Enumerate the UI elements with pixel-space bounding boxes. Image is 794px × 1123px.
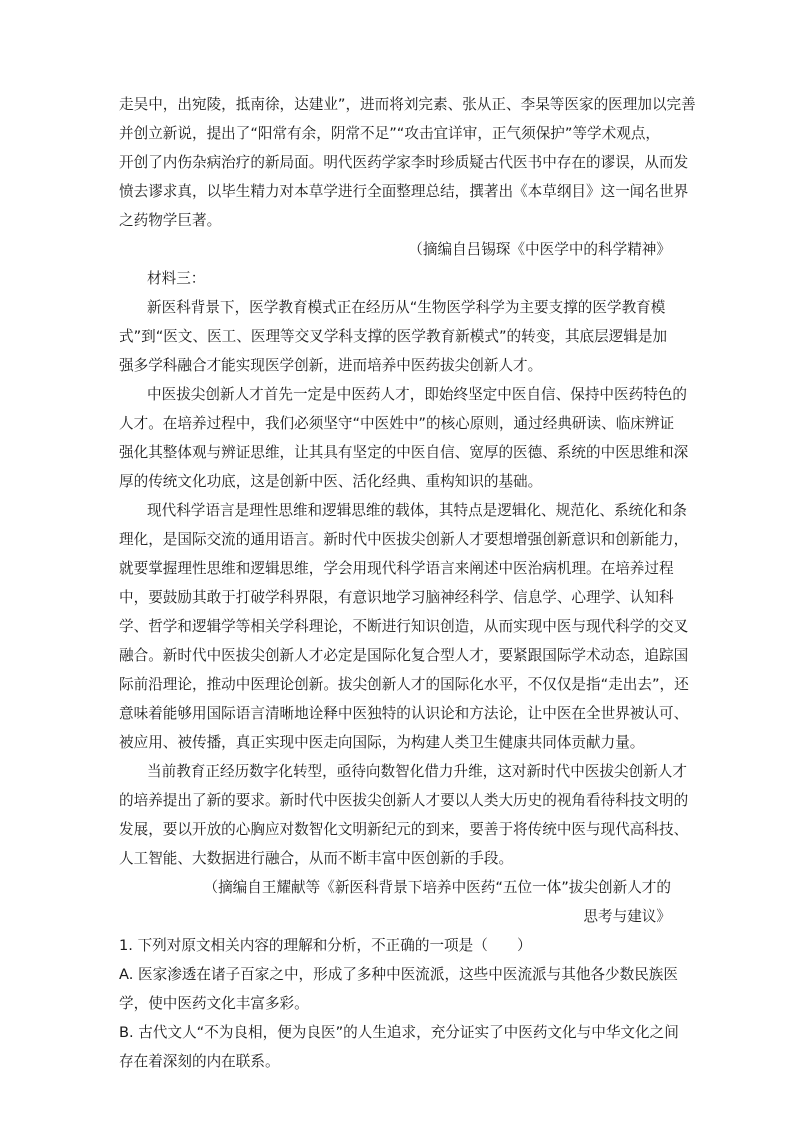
paragraph-line: 式”到“医文、医工、医理等交叉学科支撑的医学教育新模式”的转变，其底层逻辑是加 <box>119 328 668 345</box>
option-b: 存在着深刻的内在联系。 <box>119 1053 280 1070</box>
source-citation: （摘编自王耀献等《新医科背景下培养中医药“五位一体”拔尖创新人才的 <box>203 879 671 896</box>
paragraph-line: 就要掌握理性思维和逻辑思维，学会用现代科学语言来阐述中医治病机理。在培养过程 <box>119 560 674 577</box>
paragraph-line: 愤去谬求真，以毕生精力对本草学进行全面整理总结，撰著出《本草纲目》这一闻名世界 <box>119 183 689 200</box>
paragraph-line: 被应用、被传播，真正实现中医走向国际，为构建人类卫生健康共同体贡献力量。 <box>119 734 645 751</box>
paragraph-line: 走吴中，出宛陵，抵南徐，达建业”，进而将刘完素、张从正、李杲等医家的医理加以完善 <box>119 96 696 113</box>
paragraph-line: 之药物学巨著。 <box>119 212 222 229</box>
paragraph-line: 厚的传统文化功底，这是创新中医、活化经典、重构知识的基础。 <box>119 473 543 490</box>
option-b: B. 古代文人“不为良相，便为良医”的人生追求，充分证实了中医药文化与中华文化之间 <box>119 1024 679 1041</box>
option-a: A. 医家渗透在诸子百家之中，形成了多种中医流派，这些中医流派与其他各少数民族医 <box>119 966 678 983</box>
paragraph-line: 融合。新时代中医拔尖创新人才必定是国际化复合型人才，要紧跟国际学术动态，追踪国 <box>119 647 689 664</box>
paragraph-line: 意味着能够用国际语言清晰地诠释中医独特的认识论和方法论，让中医在全世界被认可、 <box>119 705 689 722</box>
paragraph-line: 新医科背景下，医学教育模式正在经历从“生物医学科学为主要支撑的医学教育模 <box>147 299 666 316</box>
paragraph-line: 人工智能、大数据进行融合，从而不断丰富中医创新的手段。 <box>119 850 514 867</box>
paragraph-line: 并创立新说，提出了“阳常有余，阴常不足”“攻击宜详审，正气须保护”等学术观点， <box>119 125 661 142</box>
question-stem: 1. 下列对原文相关内容的理解和分析，不正确的一项是（ ） <box>119 937 532 954</box>
paragraph-line: 学、哲学和逻辑学等相关学科理论，不断进行知识创造，从而实现中医与现代科学的交叉 <box>119 618 689 635</box>
paragraph-line: 开创了内伤杂病治疗的新局面。明代医药学家李时珍质疑古代医书中存在的谬误，从而发 <box>119 154 689 171</box>
paragraph-line: 强多学科融合才能实现医学创新，进而培养中医药拔尖创新人才。 <box>119 357 543 374</box>
paragraph-line: 的培养提出了新的要求。新时代中医拔尖创新人才要以人类大历史的视角看待科技文明的 <box>119 792 689 809</box>
section-heading: 材料三： <box>147 270 206 287</box>
source-citation: （摘编自吕锡琛《中医学中的科学精神》 <box>408 241 671 258</box>
paragraph-line: 当前教育正经历数字化转型，亟待向数智化借力升维，这对新时代中医拔尖创新人才 <box>147 763 687 780</box>
paragraph-line: 强化其整体观与辨证思维，让其具有坚定的中医自信、宽厚的医德、系统的中医思维和深 <box>119 444 689 461</box>
paragraph-line: 际前沿理论，推动中医理论创新。拔尖创新人才的国际化水平，不仅仅是指“走出去”，还 <box>119 676 689 693</box>
paragraph-line: 现代科学语言是理性思维和逻辑思维的载体，其特点是逻辑化、规范化、系统化和条 <box>147 502 687 519</box>
source-citation: 思考与建议》 <box>583 908 671 925</box>
paragraph-line: 人才。在培养过程中，我们必须坚守“中医姓中”的核心原则，通过经典研读、临床辨证 <box>119 415 675 432</box>
paragraph-line: 中医拔尖创新人才首先一定是中医药人才，即始终坚定中医自信、保持中医药特色的 <box>147 386 687 403</box>
paragraph-line: 发展，要以开放的心胸应对数智化文明新纪元的到来，要善于将传统中医与现代高科技、 <box>119 821 689 838</box>
option-a: 学，使中医药文化丰富多彩。 <box>119 995 309 1012</box>
paragraph-line: 理化，是国际交流的通用语言。新时代中医拔尖创新人才要想增强创新意识和创新能力， <box>119 531 689 548</box>
paragraph-line: 中，要鼓励其敢于打破学科界限，有意识地学习脑神经科学、信息学、心理学、认知科 <box>119 589 674 606</box>
